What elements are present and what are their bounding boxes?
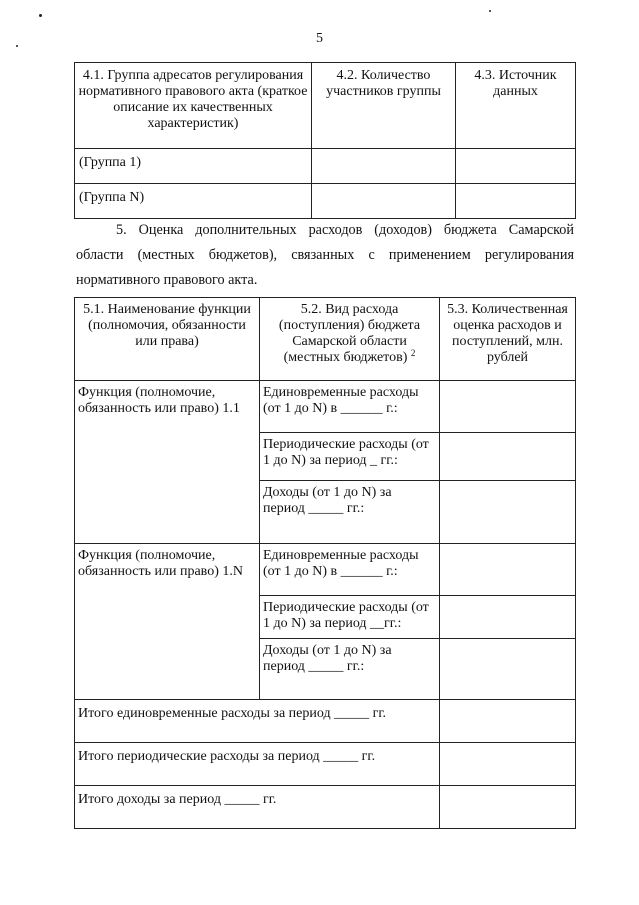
header-quantitative-estimate: 5.3. Количественная оценка расходов и поступлений, млн. рублей	[440, 298, 576, 381]
total-value-cell	[440, 743, 576, 786]
total-row	[75, 786, 576, 829]
expense-type-cell: Единовременные расходы (от 1 до N) в ______ г.:	[260, 381, 440, 433]
header-addressee-group: 4.1. Группа адресатов регулирования нормативного правового акта (краткое описание их качественных характеристик)	[75, 63, 312, 149]
expense-type-cell: Единовременные расходы (от 1 до N) в ______ г.:	[260, 544, 440, 596]
participant-count-cell	[312, 149, 456, 184]
total-row	[75, 700, 576, 743]
table-row	[75, 184, 576, 219]
header-data-source: 4.3. Источник данных	[456, 63, 576, 149]
estimate-cell	[440, 544, 576, 596]
total-row	[75, 743, 576, 786]
data-source-cell	[456, 149, 576, 184]
estimate-cell	[440, 381, 576, 433]
estimate-cell	[440, 639, 576, 700]
expense-type-cell: Периодические расходы (от 1 до N) за период __гг.:	[260, 596, 440, 639]
total-label: Итого периодические расходы за период _____ гг.	[75, 743, 440, 786]
total-label: Итого доходы за период _____ гг.	[75, 786, 440, 829]
budget-expenses-table	[74, 297, 576, 829]
data-source-cell	[456, 184, 576, 219]
paragraph-line: нормативного правового акта.	[76, 272, 258, 288]
header-expense-type	[260, 298, 440, 381]
table-row	[75, 544, 576, 596]
participant-count-cell	[312, 184, 456, 219]
header-participant-count: 4.2. Количество участников группы	[312, 63, 456, 149]
paragraph-line: 5. Оценка дополнительных расходов (доходов) бюджета Самарской	[116, 222, 574, 238]
group-name-cell: (Группа 1)	[75, 149, 312, 184]
estimate-cell	[440, 596, 576, 639]
expense-type-cell: Доходы (от 1 до N) за период _____ гг.:	[260, 481, 440, 544]
scan-speck	[489, 10, 491, 12]
group-name-cell: (Группа N)	[75, 184, 312, 219]
section-5-paragraph	[76, 218, 574, 293]
page-number: 5	[316, 31, 323, 46]
addressee-groups-table	[74, 62, 576, 219]
table-header-row	[75, 63, 576, 149]
header-expense-type-text: 5.2. Вид расхода (поступления) бюджета Самарской области (местных бюджетов)	[278, 302, 421, 365]
total-value-cell	[440, 700, 576, 743]
function-name-cell: Функция (полномочие, обязанность или право) 1.N	[75, 544, 260, 700]
header-function-name: 5.1. Наименование функции (полномочия, обязанности или права)	[75, 298, 260, 381]
expense-type-cell: Периодические расходы (от 1 до N) за период _ гг.:	[260, 433, 440, 481]
table-header-row	[75, 298, 576, 381]
table-row	[75, 149, 576, 184]
paragraph-line: области (местных бюджетов), связанных с применением регулирования	[76, 247, 574, 263]
expense-type-cell: Доходы (от 1 до N) за период _____ гг.:	[260, 639, 440, 700]
footnote-ref: 2	[410, 348, 416, 358]
estimate-cell	[440, 433, 576, 481]
estimate-cell	[440, 481, 576, 544]
total-value-cell	[440, 786, 576, 829]
table-row	[75, 381, 576, 433]
scan-speck	[39, 14, 42, 17]
function-name-cell: Функция (полномочие, обязанность или право) 1.1	[75, 381, 260, 544]
total-label: Итого единовременные расходы за период _____ гг.	[75, 700, 440, 743]
